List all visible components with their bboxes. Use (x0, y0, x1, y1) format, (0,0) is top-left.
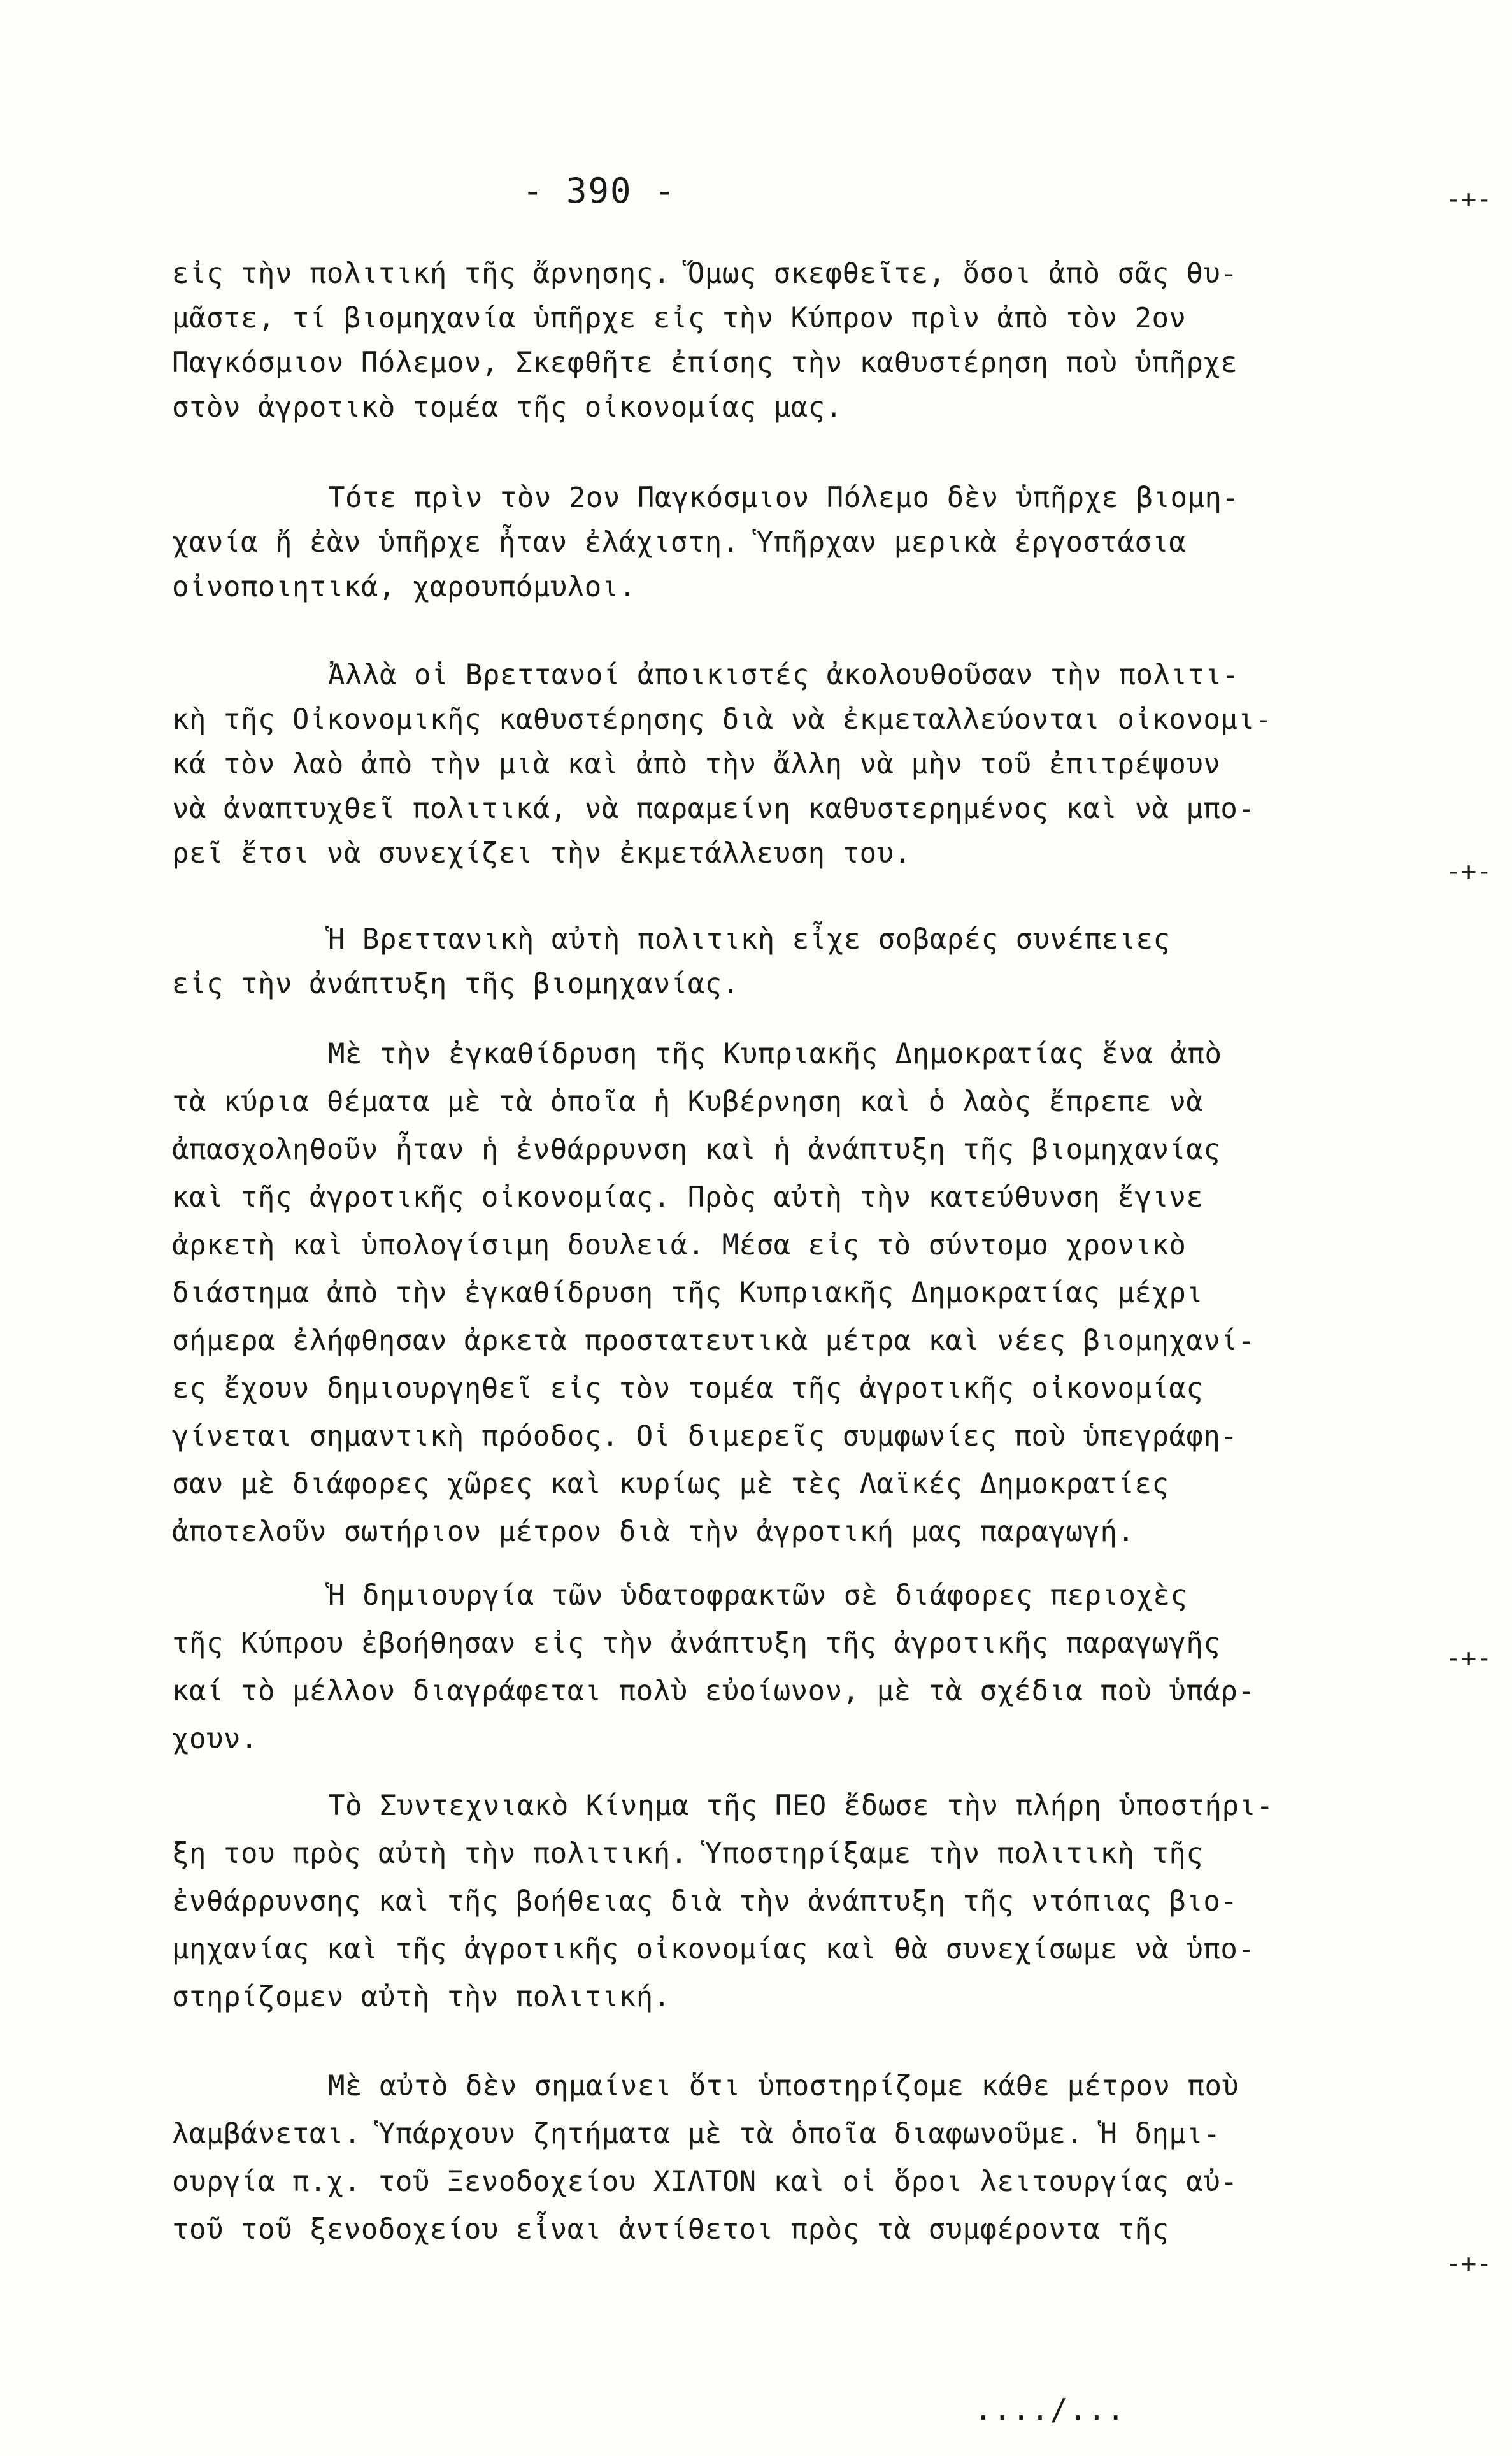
text-line: καί τὸ μέλλον διαγράφεται πολὺ εὐοίωνον, μὲ τὰ σχέδια ποὺ ὑπάρ- (172, 1675, 1255, 1707)
continuation-marker: ..../... (974, 2392, 1126, 2427)
text-line: τοῦ τοῦ ξενοδοχείου εἶναι ἀντίθετοι πρὸς τὰ συμφέροντα τῆς (172, 2213, 1169, 2246)
registration-mark: -+- (1446, 2249, 1492, 2278)
text-line: καὶ τῆς ἀγροτικῆς οἰκονομίας. Πρὸς αὐτὴ τὴν κατεύθυνση ἔγινε (172, 1181, 1204, 1214)
text-line: μηχανίας καὶ τῆς ἀγροτικῆς οἰκονομίας καὶ θὰ συνεχίσωμε νὰ ὑπο- (172, 1933, 1255, 1965)
registration-mark: -+- (1446, 1644, 1492, 1673)
text-line: διάστημα ἀπὸ τὴν ἐγκαθίδρυση τῆς Κυπριακῆς Δημοκρατίας μέχρι (172, 1277, 1204, 1309)
text-line: λαμβάνεται. Ὑπάρχουν ζητήματα μὲ τὰ ὁποῖα διαφωνοῦμε. Ἡ δημι- (172, 2118, 1221, 2150)
text-line: ἀρκετὴ καὶ ὑπολογίσιμη δουλειά. Μέσα εἰς τὸ σύντομο χρονικὸ (172, 1229, 1187, 1261)
text-line: Παγκόσμιον Πόλεμον, Σκεφθῆτε ἐπίσης τὴν καθυστέρηση ποὺ ὑπῆρχε (172, 347, 1238, 379)
text-line: σαν μὲ διάφορες χῶρες καὶ κυρίως μὲ τὲς Λαϊκές Δημοκρατίες (172, 1468, 1169, 1500)
text-line: μᾶστε, τί βιομηχανία ὑπῆρχε εἰς τὴν Κύπρον πρὶν ἀπὸ τὸν 2ον (172, 302, 1187, 334)
text-line: Ἡ Βρεττανικὴ αὐτὴ πολιτικὴ εἶχε σοβαρές συνέπειες (328, 923, 1171, 956)
text-line: ρεῖ ἔτσι νὰ συνεχίζει τὴν ἐκμετάλλευση του. (172, 837, 911, 870)
text-line: εἰς τὴν ἀνάπτυξη τῆς βιομηχανίας. (172, 968, 739, 1000)
text-line: σήμερα ἐλήφθησαν ἀρκετὰ προστατευτικὰ μέτρα καὶ νέες βιομηχανί- (172, 1325, 1255, 1357)
text-line: ἀπασχοληθοῦν ἦταν ἡ ἐνθάρρυνση καὶ ἡ ἀνάπτυξη τῆς βιομηχανίας (172, 1133, 1221, 1166)
text-line: τῆς Κύπρου ἐβοήθησαν εἰς τὴν ἀνάπτυξη τῆς ἀγροτικῆς παραγωγῆς (172, 1627, 1221, 1660)
text-line: τὰ κύρια θέματα μὲ τὰ ὁποῖα ἡ Κυβέρνηση καὶ ὁ λαὸς ἔπρεπε νὰ (172, 1086, 1204, 1118)
registration-mark: -+- (1446, 857, 1492, 886)
text-line: ἐνθάρρυνσης καὶ τῆς βοήθειας διὰ τὴν ἀνάπτυξη τῆς ντόπιας βιο- (172, 1885, 1238, 1918)
text-line: Μὲ τὴν ἐγκαθίδρυση τῆς Κυπριακῆς Δημοκρατίας ἕνα ἀπὸ (328, 1038, 1222, 1070)
text-line: οἰνοποιητικά, χαρουπόμυλοι. (172, 571, 636, 603)
text-line: ξη του πρὸς αὐτὴ τὴν πολιτική. Ὑποστηρίξαμε τὴν πολιτικὴ τῆς (172, 1837, 1204, 1870)
text-line: κὴ τῆς Οἰκονομικῆς καθυστέρησης διὰ νὰ ἐκμεταλλεύονται οἰκονομι- (172, 703, 1273, 736)
text-line: γίνεται σημαντικὴ πρόοδος. Οἱ διμερεῖς συμφωνίες ποὺ ὑπεγράφη- (172, 1420, 1238, 1453)
page-number: - 390 - (522, 171, 676, 211)
text-line: Ἀλλὰ οἱ Βρεττανοί ἀποικιστές ἀκολουθοῦσαν τὴν πολιτι- (328, 659, 1239, 691)
text-line: Ἡ δημιουργία τῶν ὑδατοφρακτῶν σὲ διάφορες περιοχὲς (328, 1579, 1188, 1612)
text-line: ἀποτελοῦν σωτήριον μέτρον διὰ τὴν ἀγροτική μας παραγωγή. (172, 1516, 1135, 1548)
text-line: χουν. (172, 1723, 258, 1755)
text-line: Τότε πρὶν τὸν 2ον Παγκόσμιον Πόλεμο δὲν ὑπῆρχε βιομη- (328, 482, 1239, 514)
text-line: ες ἔχουν δημιουργηθεῖ εἰς τὸν τομέα τῆς ἀγροτικῆς οἰκονομίας (172, 1372, 1204, 1405)
registration-mark: -+- (1446, 185, 1492, 214)
text-line: στὸν ἀγροτικὸ τομέα τῆς οἰκονομίας μας. (172, 391, 843, 424)
text-line: κά τὸν λαὸ ἀπὸ τὴν μιὰ καὶ ἀπὸ τὴν ἄλλη νὰ μὴν τοῦ ἐπιτρέψουν (172, 748, 1221, 780)
text-line: στηρίζομεν αὐτὴ τὴν πολιτική. (172, 1981, 671, 2013)
text-line: ουργία π.χ. τοῦ Ξενοδοχείου ΧΙΛΤΟΝ καὶ οἱ ὅροι λειτουργίας αὐ- (172, 2165, 1238, 2198)
text-line: Τὸ Συντεχνιακὸ Κίνημα τῆς ΠΕΟ ἔδωσε τὴν πλήρη ὑποστήρι- (328, 1790, 1274, 1822)
text-line: εἰς τὴν πολιτική τῆς ἄρνησης. Ὅμως σκεφθεῖτε, ὅσοι ἀπὸ σᾶς θυ- (172, 257, 1238, 290)
text-line: χανία ἤ ἐὰν ὑπῆρχε ἦταν ἐλάχιστη. Ὑπῆρχαν μερικὰ ἐργοστάσια (172, 526, 1187, 559)
text-line: νὰ ἀναπτυχθεῖ πολιτικά, νὰ παραμείνη καθυστερημένος καὶ νὰ μπο- (172, 793, 1255, 825)
text-line: Μὲ αὐτὸ δὲν σημαίνει ὅτι ὑποστηρίζομε κάθε μέτρον ποὺ (328, 2070, 1239, 2102)
